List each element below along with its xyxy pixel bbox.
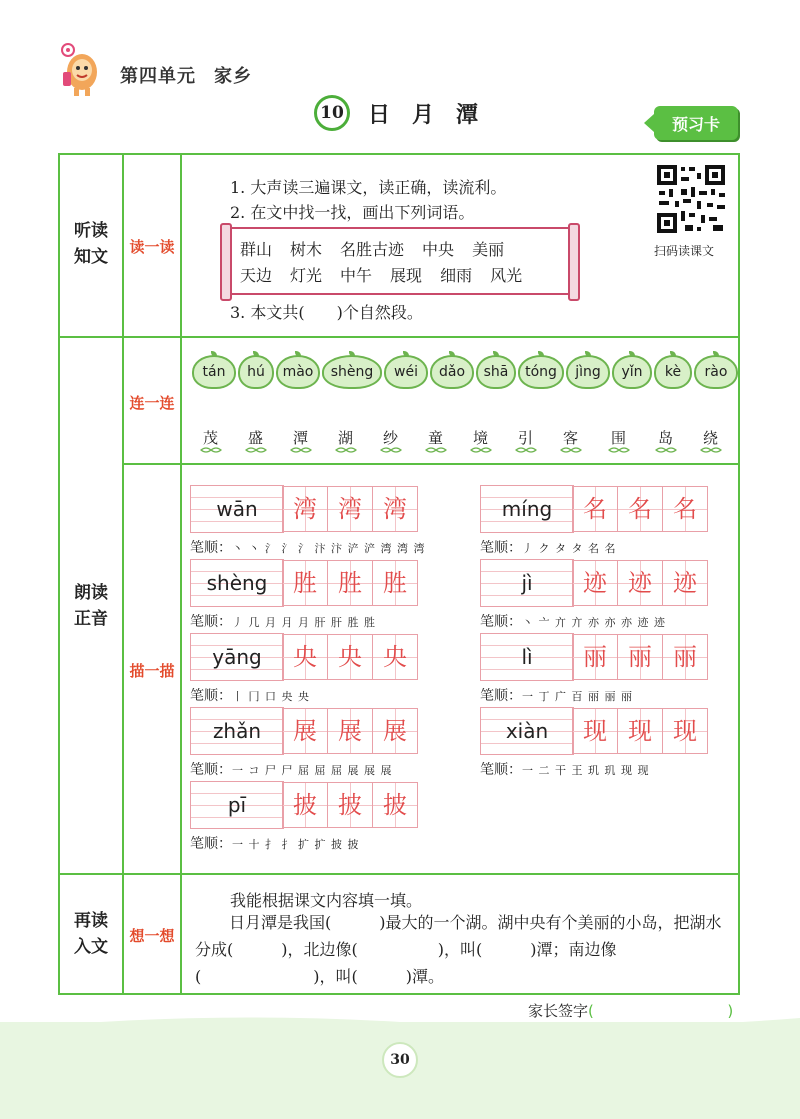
hanzi-char[interactable]: 盛 [248, 429, 264, 447]
pinyin-peach[interactable]: jìng [566, 355, 610, 389]
leaf-icon [199, 446, 223, 454]
trace-cell[interactable]: 湾 [372, 486, 418, 532]
pinyin-peach[interactable]: yǐn [612, 355, 652, 389]
trace-cell[interactable]: 央 [327, 634, 373, 680]
lesson-number-badge: 10 [314, 95, 350, 131]
row-divider-1 [58, 336, 740, 338]
col-divider-2 [180, 153, 182, 995]
pinyin-peach[interactable]: shèng [322, 355, 382, 389]
word: 群山 [240, 240, 273, 259]
lesson-title: 日月潭 [368, 101, 501, 128]
stroke-sequence: 一 二 干 王 玑 玑 现 现 [522, 764, 650, 777]
read-item-1: 1. 大声读三遍课文，读正确，读流利。 [230, 178, 507, 197]
trace-cell[interactable]: 名 [662, 486, 708, 532]
section-label-pronounce: 朗读 正音 [74, 583, 108, 629]
mascot-icon [58, 42, 104, 98]
lesson-heading [314, 95, 500, 131]
hanzi-char[interactable]: 围 [611, 429, 627, 447]
hanzi-char[interactable]: 客 [563, 429, 579, 447]
think-intro: 我能根据课文内容填一填。 [230, 891, 423, 910]
trace-cell[interactable]: 名 [617, 486, 663, 532]
leaf-icon [514, 446, 538, 454]
preview-card-tag: 预习卡 [654, 106, 738, 140]
row-divider-3 [58, 873, 740, 875]
word: 展现 [390, 266, 423, 285]
leaf-icon [334, 446, 358, 454]
qr-caption: 扫码读课文 [654, 244, 715, 258]
pinyin-peach[interactable]: kè [654, 355, 692, 389]
leaf-icon [244, 446, 268, 454]
stroke-sequence: 丿 ク タ タ 名 名 [522, 542, 617, 555]
stroke-label: 笔顺： [480, 540, 522, 556]
sign-label: 家长签字 [528, 1002, 589, 1020]
trace-cell[interactable]: 丽 [572, 634, 618, 680]
unit-title [120, 62, 270, 88]
pinyin-peach[interactable]: wéi [384, 355, 428, 389]
stroke-label: 笔顺： [190, 762, 232, 778]
read-item-2: 2. 在文中找一找，画出下列词语。 [230, 203, 475, 222]
stroke-label: 笔顺： [190, 836, 232, 852]
sign-paren: ( ) [588, 1002, 734, 1020]
trace-cell[interactable]: 央 [372, 634, 418, 680]
stroke-label: 笔顺： [190, 688, 232, 704]
trace-cell[interactable]: 丽 [662, 634, 708, 680]
trace-cell[interactable]: 迹 [572, 560, 618, 606]
pinyin-box: míng [480, 485, 574, 533]
unit-number: 第四单元 [120, 66, 196, 87]
stroke-sequence: 一 コ 尸 尸 屈 屈 屈 展 展 展 [232, 764, 393, 777]
pinyin-box: shèng [190, 559, 284, 607]
qr-code-icon[interactable] [655, 163, 727, 235]
parent-signature [528, 1000, 733, 1021]
trace-cell[interactable]: 展 [372, 708, 418, 754]
word: 细雨 [440, 266, 473, 285]
leaf-icon [289, 446, 313, 454]
leaf-icon [469, 446, 493, 454]
word: 中午 [340, 266, 373, 285]
trace-cell[interactable]: 披 [282, 782, 328, 828]
page-number: 30 [382, 1042, 418, 1078]
stroke-label: 笔顺： [190, 540, 232, 556]
stroke-order [480, 537, 616, 557]
trace-cell[interactable]: 现 [617, 708, 663, 754]
pinyin-box: zhǎn [190, 707, 284, 755]
unit-topic: 家乡 [214, 66, 252, 87]
leaf-icon [699, 446, 723, 454]
section-label-listen: 听读 知文 [74, 221, 108, 267]
row-divider-2 [122, 463, 740, 465]
trace-cell[interactable]: 湾 [327, 486, 373, 532]
hanzi-char[interactable]: 潭 [293, 429, 309, 447]
trace-cell[interactable]: 披 [372, 782, 418, 828]
trace-cell[interactable]: 迹 [662, 560, 708, 606]
stroke-order [480, 685, 633, 705]
word: 灯光 [290, 266, 323, 285]
sub-label-read: 读一读 [129, 238, 175, 256]
trace-cell[interactable]: 央 [282, 634, 328, 680]
word-scroll [228, 227, 572, 295]
stroke-order [480, 759, 649, 779]
word: 名胜古迹 [340, 240, 405, 259]
hanzi-char[interactable]: 境 [473, 429, 489, 447]
leaf-icon [424, 446, 448, 454]
section-label-reread: 再读 入文 [74, 911, 108, 957]
hanzi-char[interactable]: 引 [518, 429, 534, 447]
word: 树木 [290, 240, 323, 259]
pinyin-peach[interactable]: mào [276, 355, 320, 389]
stroke-label: 笔顺： [480, 688, 522, 704]
sub-label-match: 连一连 [129, 394, 175, 412]
word: 风光 [490, 266, 523, 285]
pinyin-peach[interactable]: rào [694, 355, 738, 389]
stroke-sequence: 丨 冂 口 央 央 [232, 690, 310, 703]
hanzi-char[interactable]: 岛 [658, 429, 674, 447]
word-row-2 [240, 263, 522, 286]
think-paragraph: 日月潭是我国( )最大的一个湖。湖中央有个美丽的小岛，把湖水分成( )，北边像( )，叫( )潭；南边像( )，叫( )潭。 [195, 913, 722, 986]
stroke-order [480, 611, 666, 631]
trace-cell[interactable]: 披 [327, 782, 373, 828]
stroke-label: 笔顺： [190, 614, 232, 630]
pinyin-box: pī [190, 781, 284, 829]
stroke-sequence: 一 丁 广 百 丽 丽 丽 [522, 690, 633, 703]
stroke-order [190, 759, 392, 779]
hanzi-char[interactable]: 茂 [203, 429, 219, 447]
hanzi-char[interactable]: 湖 [338, 429, 354, 447]
trace-cell[interactable]: 名 [572, 486, 618, 532]
leaf-icon [379, 446, 403, 454]
hanzi-char[interactable]: 童 [428, 429, 444, 447]
stroke-sequence: 一 十 扌 扌 扩 扩 披 披 [232, 838, 360, 851]
leaf-icon [559, 446, 583, 454]
trace-cell[interactable]: 现 [662, 708, 708, 754]
word-row-1 [240, 237, 504, 260]
stroke-order [190, 833, 359, 853]
pinyin-peach[interactable]: shā [476, 355, 516, 389]
pinyin-peach[interactable]: dǎo [430, 355, 474, 389]
pinyin-peach[interactable]: hú [238, 355, 274, 389]
word: 天边 [240, 266, 273, 285]
pinyin-box: wān [190, 485, 284, 533]
trace-cell[interactable]: 胜 [327, 560, 373, 606]
leaf-icon [607, 446, 631, 454]
stroke-sequence: 丶 丶 氵 氵 氵 汴 汴 浐 浐 湾 湾 湾 [232, 542, 426, 555]
trace-cell[interactable]: 现 [572, 708, 618, 754]
stroke-order [190, 537, 425, 557]
word: 中央 [422, 240, 455, 259]
sub-label-think: 想一想 [129, 927, 175, 945]
sub-label-trace: 描一描 [129, 662, 175, 680]
trace-cell[interactable]: 胜 [282, 560, 328, 606]
trace-cell[interactable]: 湾 [282, 486, 328, 532]
hanzi-char[interactable]: 绕 [703, 429, 719, 447]
col-divider-1 [122, 153, 124, 995]
pinyin-box: xiàn [480, 707, 574, 755]
stroke-label: 笔顺： [480, 614, 522, 630]
pinyin-box: lì [480, 633, 574, 681]
stroke-sequence: 丶 亠 亣 亣 亦 亦 亦 迹 迹 [522, 616, 666, 629]
trace-cell[interactable]: 展 [282, 708, 328, 754]
stroke-sequence: 丿 几 月 月 月 肝 肝 胜 胜 [232, 616, 376, 629]
leaf-icon [654, 446, 678, 454]
trace-cell[interactable]: 丽 [617, 634, 663, 680]
pinyin-peach[interactable]: tán [192, 355, 236, 389]
stroke-order [190, 685, 310, 705]
hanzi-char[interactable]: 纱 [383, 429, 399, 447]
stroke-label: 笔顺： [480, 762, 522, 778]
word: 美丽 [472, 240, 505, 259]
pinyin-box: jì [480, 559, 574, 607]
trace-cell[interactable]: 迹 [617, 560, 663, 606]
read-item-3: 3. 本文共( )个自然段。 [230, 303, 423, 322]
pinyin-peach[interactable]: tóng [518, 355, 564, 389]
pinyin-box: yāng [190, 633, 284, 681]
trace-cell[interactable]: 胜 [372, 560, 418, 606]
stroke-order [190, 611, 376, 631]
trace-cell[interactable]: 展 [327, 708, 373, 754]
